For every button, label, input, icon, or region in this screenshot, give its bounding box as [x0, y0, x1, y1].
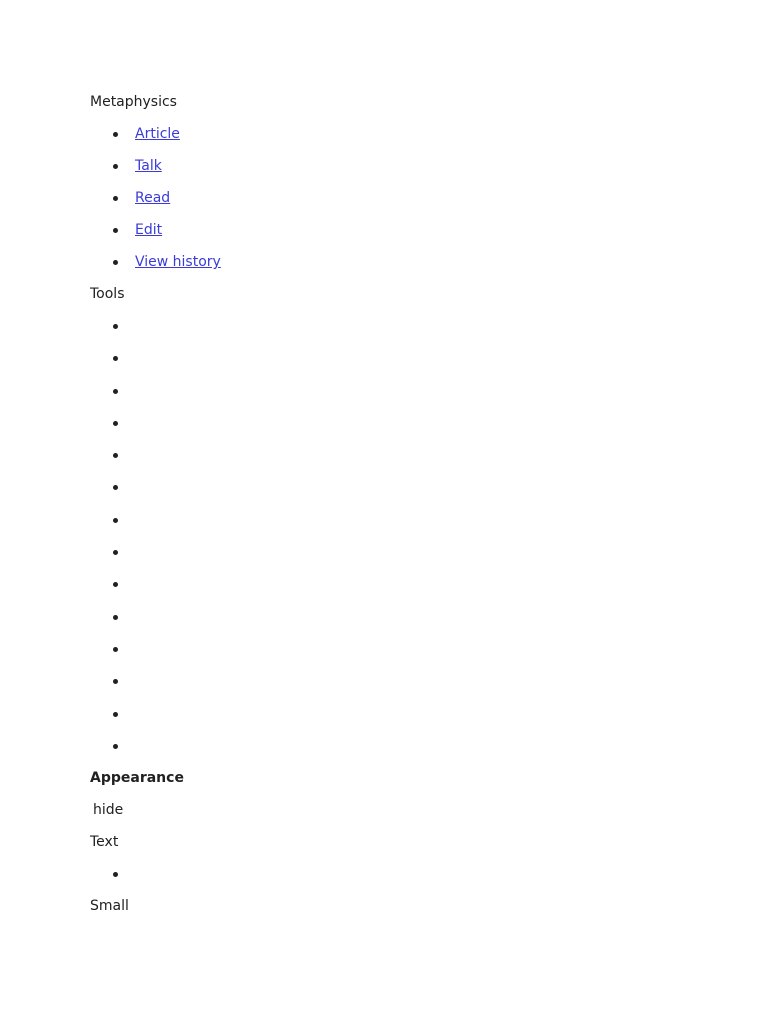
tab-talk	[90, 157, 690, 176]
bullet-icon	[113, 744, 118, 749]
tools-list-item	[90, 349, 690, 368]
tools-list-item	[90, 382, 690, 401]
bullet-icon	[113, 453, 118, 458]
text-options-list	[90, 865, 690, 884]
appearance-heading: Appearance	[90, 769, 184, 786]
tools-heading: Tools	[90, 286, 125, 302]
tab-edit	[90, 221, 690, 240]
tools-list	[90, 317, 690, 756]
bullet-icon	[113, 872, 118, 877]
bullet-icon	[113, 615, 118, 620]
tools-list-item	[90, 317, 690, 336]
bullet-icon	[113, 228, 118, 233]
tools-list-item	[90, 737, 690, 756]
bullet-icon	[113, 389, 118, 394]
text-heading: Text	[90, 833, 119, 850]
bullet-icon	[113, 647, 118, 652]
read-link[interactable]: Read	[135, 190, 171, 206]
tools-list-item	[90, 608, 690, 627]
bullet-icon	[113, 421, 118, 426]
bullet-icon	[113, 260, 118, 265]
view-history-link[interactable]: View history	[135, 254, 221, 270]
tools-list-item	[90, 640, 690, 659]
bullet-icon	[113, 132, 118, 137]
tools-list-item	[90, 672, 690, 691]
edit-link[interactable]: Edit	[135, 222, 163, 238]
bullet-icon	[113, 356, 118, 361]
tab-view-history	[90, 253, 690, 272]
bullet-icon	[113, 518, 118, 523]
bullet-icon	[113, 582, 118, 587]
bullet-icon	[113, 485, 118, 490]
namespace-tabs-list	[90, 125, 690, 272]
text-option-item	[90, 865, 690, 884]
hide-button[interactable]: hide	[93, 801, 124, 818]
tools-list-item	[90, 705, 690, 724]
bullet-icon	[113, 164, 118, 169]
tools-list-item	[90, 543, 690, 562]
tab-read	[90, 189, 690, 208]
tools-list-item	[90, 575, 690, 594]
tools-list-item	[90, 511, 690, 530]
bullet-icon	[113, 712, 118, 717]
tools-list-item	[90, 414, 690, 433]
text-size-small-label: Small	[90, 897, 129, 914]
talk-link[interactable]: Talk	[135, 158, 162, 174]
page-title-label: Metaphysics	[90, 94, 177, 110]
tools-list-item	[90, 478, 690, 497]
page-content	[90, 93, 690, 916]
bullet-icon	[113, 679, 118, 684]
tools-list-item	[90, 446, 690, 465]
bullet-icon	[113, 324, 118, 329]
bullet-icon	[113, 196, 118, 201]
tab-article	[90, 125, 690, 144]
bullet-icon	[113, 550, 118, 555]
article-link[interactable]: Article	[135, 126, 180, 142]
